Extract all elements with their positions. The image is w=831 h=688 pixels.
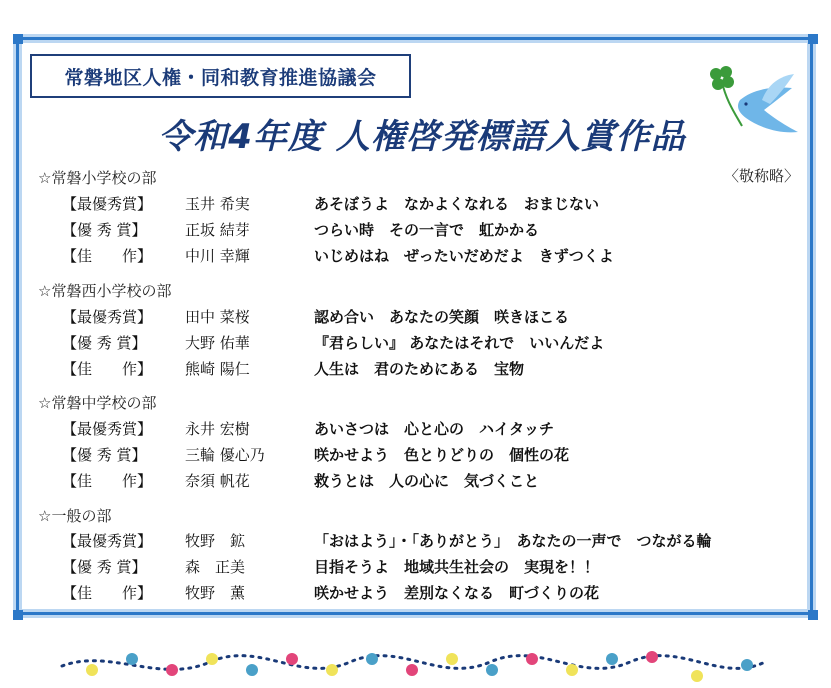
award-label: 【優 秀 賞】 [62,220,147,239]
winner-name: 三輪 優心乃 [185,445,265,464]
award-label: 【最優秀賞】 [62,307,153,326]
award-label: 【優 秀 賞】 [62,557,147,576]
winner-name: 森 正美 [185,557,246,576]
slogan-text: 咲かせよう 色とりどりの 個性の花 [314,445,570,464]
winner-name: 中川 幸輝 [185,246,250,265]
winner-name: 牧野 薫 [185,583,246,602]
slogan-text: 認め合い あなたの笑顔 咲きほこる [314,307,570,326]
slogan-text: あそぼうよ なかよくなれる おまじない [314,194,600,213]
slogan-text: 『君らしい』 あなたはそれで いいんだよ [314,333,605,352]
award-label: 【佳 作】 [62,246,153,265]
winner-name: 熊崎 陽仁 [185,359,250,378]
slogan-text: 人生は 君のためにある 宝物 [314,359,525,378]
award-label: 【佳 作】 [62,359,153,378]
section-heading: ☆常磐小学校の部 [38,169,157,187]
slogan-text: 「おはよう」・「ありがとう」 あなたの一声で つながる輪 [314,531,712,550]
winner-name: 大野 佑華 [185,333,250,352]
award-label: 【最優秀賞】 [62,194,153,213]
winner-name: 永井 宏樹 [185,419,250,438]
slogan-text: 目指そうよ 地域共生社会の 実現を！！ [314,557,600,576]
honorific-note: 〈敬称略〉 [723,167,799,185]
winner-name: 玉井 希実 [185,194,250,213]
award-label: 【佳 作】 [62,471,153,490]
slogan-text: あいさつは 心と心の ハイタッチ [314,419,555,438]
clover-icon [710,66,742,126]
award-label: 【佳 作】 [62,583,153,602]
slogan-text: 咲かせよう 差別なくなる 町づくりの花 [314,583,600,602]
page-title: 令和4年度 人権啓発標語入賞作品 [158,116,686,157]
slogan-text: いじめはね ぜったいだめだよ きずつくよ [314,246,614,265]
section-heading: ☆常磐西小学校の部 [38,282,172,300]
bird-icon [738,74,798,132]
winner-name: 牧野 鉱 [185,531,246,550]
award-label: 【優 秀 賞】 [62,445,147,464]
award-label: 【最優秀賞】 [62,531,153,550]
winner-name: 正坂 結芽 [185,220,250,239]
winner-name: 奈須 帆花 [185,471,250,490]
award-label: 【最優秀賞】 [62,419,153,438]
award-label: 【優 秀 賞】 [62,333,147,352]
section-heading: ☆一般の部 [38,507,112,525]
slogan-text: 救うとは 人の心に 気づくこと [314,471,540,490]
organization-label: 常磐地区人権・同和教育推進協議会 [30,54,411,98]
slogan-text: つらい時 その一言で 虹かかる [314,220,540,239]
section-heading: ☆常磐中学校の部 [38,394,157,412]
winner-name: 田中 菜桜 [185,307,250,326]
